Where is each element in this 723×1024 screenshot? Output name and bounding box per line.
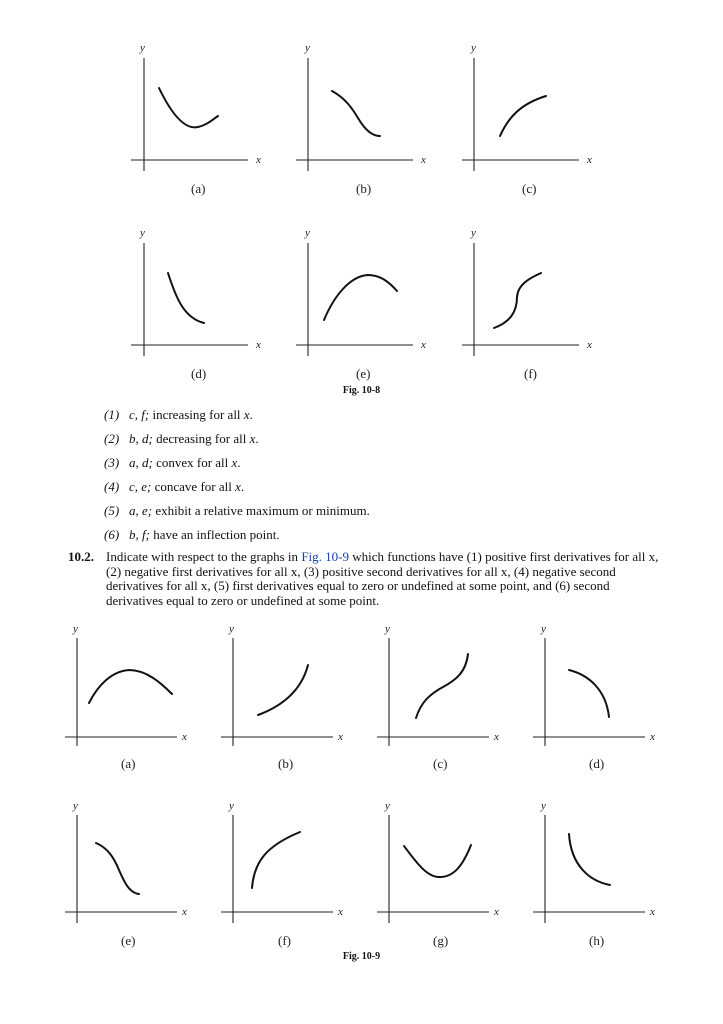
- x-axis-label: x: [650, 731, 655, 743]
- answer-letters: c, f;: [129, 407, 150, 422]
- panel-label: (c): [522, 181, 537, 196]
- curve-increasing-inflection: [494, 273, 541, 328]
- fig-10-9-graph-g: [377, 800, 499, 948]
- fig-10-9-graph-d: [533, 623, 655, 771]
- fig-10-8-graph-c: [462, 42, 592, 196]
- answer-3: [104, 455, 241, 471]
- x-axis-label: x: [494, 906, 499, 918]
- answer-variable: x: [235, 479, 241, 494]
- answer-2: [104, 431, 259, 447]
- fig-10-8-graph-e: [296, 227, 426, 381]
- answer-letters: b, f;: [129, 527, 150, 542]
- answer-6: [104, 527, 280, 543]
- y-axis-label: y: [541, 623, 546, 635]
- answer-number: (6): [104, 527, 120, 542]
- answer-text: exhibit a relative maximum or minimum.: [152, 503, 370, 518]
- fig-10-9-graph-a: [65, 623, 187, 771]
- answer-5: [104, 503, 370, 519]
- fig-10-9-graph-f: [221, 800, 343, 948]
- x-axis-label: x: [338, 906, 343, 918]
- answer-number: (5): [104, 503, 120, 518]
- curve-increasing-convex: [258, 665, 308, 715]
- answer-letters: a, d;: [129, 455, 153, 470]
- y-axis-label: y: [229, 623, 234, 635]
- fig-10-8-graph-d: [131, 227, 261, 381]
- fig-10-9-graph-e: [65, 800, 187, 948]
- panel-label: (h): [589, 933, 605, 948]
- problem-text: [106, 550, 664, 608]
- y-axis-label: y: [140, 42, 145, 54]
- x-axis-label: x: [587, 339, 592, 351]
- x-axis-label: x: [338, 731, 343, 743]
- answer-text: have an inflection point.: [149, 527, 280, 542]
- y-axis-label: y: [385, 623, 390, 635]
- fig-10-8-graph-b: [296, 42, 426, 196]
- panel-label: (a): [191, 181, 206, 196]
- x-axis-label: x: [182, 906, 187, 918]
- figure-reference-link[interactable]: Fig. 10-9: [301, 549, 349, 564]
- fig-10-8-graph-a: [131, 42, 261, 196]
- panel-label: (e): [121, 933, 136, 948]
- panel-label: (c): [433, 756, 448, 771]
- y-axis-label: y: [541, 800, 546, 812]
- answer-number: (3): [104, 455, 120, 470]
- figure-caption-10-8: Fig. 10-8: [342, 385, 381, 396]
- x-axis-label: x: [256, 339, 261, 351]
- answer-end: .: [249, 407, 253, 422]
- answer-letters: c, e;: [129, 479, 152, 494]
- curve-increasing-concave: [252, 832, 300, 888]
- answer-text: concave for all: [151, 479, 236, 494]
- panel-label: (b): [356, 181, 372, 196]
- y-axis-label: y: [471, 227, 476, 239]
- answer-letters: a, e;: [129, 503, 153, 518]
- curve-concave-max: [324, 275, 397, 320]
- problem-text-after: which functions have (1) positive first derivatives for all x, (2) negative first derivatives for all x, (3) positive second derivatives for all x, (4) negative second derivatives for all x, (5) first derivatives equal to zero or undefined at some point, and (6) second derivatives equal to zero or undefined at some point.: [106, 549, 659, 608]
- answer-text: decreasing for all: [152, 431, 250, 446]
- fig-10-9-graph-b: [221, 623, 343, 771]
- curve-decreasing-convex: [168, 273, 204, 323]
- y-axis-label: y: [73, 800, 78, 812]
- problem-number: 10.2.: [68, 549, 94, 564]
- answer-variable: x: [249, 431, 256, 446]
- answer-end: .: [237, 455, 241, 470]
- curve-decreasing-inflection: [332, 91, 380, 136]
- panel-label: (f): [524, 366, 537, 381]
- y-axis-label: y: [385, 800, 390, 812]
- y-axis-label: y: [471, 42, 476, 54]
- panel-label: (e): [356, 366, 371, 381]
- x-axis-label: x: [494, 731, 499, 743]
- y-axis-label: y: [305, 227, 310, 239]
- answer-4: [104, 479, 244, 495]
- curve-decreasing-inflection: [96, 843, 139, 894]
- x-axis-label: x: [182, 731, 187, 743]
- problem-10-2: [68, 550, 664, 608]
- curve-decreasing-convex: [569, 834, 610, 885]
- y-axis-label: y: [229, 800, 234, 812]
- x-axis-label: x: [256, 154, 261, 166]
- answer-number: (4): [104, 479, 120, 494]
- answer-number: (1): [104, 407, 120, 422]
- figure-caption-10-9: Fig. 10-9: [342, 951, 381, 962]
- fig-10-9-graph-h: [533, 800, 655, 948]
- problem-text-before: Indicate with respect to the graphs in: [106, 549, 302, 564]
- x-axis-label: x: [650, 906, 655, 918]
- curve-concave-max: [89, 670, 172, 703]
- answer-text: increasing for all: [149, 407, 244, 422]
- curve-convex-min: [404, 845, 471, 877]
- x-axis-label: x: [421, 339, 426, 351]
- panel-label: (g): [433, 933, 449, 948]
- panel-label: (d): [191, 366, 207, 381]
- curve-increasing-inflection: [416, 654, 468, 718]
- answer-variable: x: [231, 455, 238, 470]
- curve-convex-min: [159, 88, 218, 127]
- x-axis-label: x: [587, 154, 592, 166]
- answer-end: .: [255, 431, 259, 446]
- panel-label: (f): [278, 933, 291, 948]
- answer-number: (2): [104, 431, 120, 446]
- curve-decreasing-concave: [569, 670, 609, 717]
- y-axis-label: y: [305, 42, 310, 54]
- x-axis-label: x: [421, 154, 426, 166]
- answer-1: [104, 407, 253, 423]
- answer-end: .: [240, 479, 245, 494]
- answer-letters: b, d;: [129, 431, 153, 446]
- curve-increasing-concave: [500, 96, 546, 136]
- panel-label: (a): [121, 756, 136, 771]
- fig-10-8-graph-f: [462, 227, 592, 381]
- fig-10-9-graph-c: [377, 623, 499, 771]
- panel-label: (b): [278, 756, 294, 771]
- answer-variable: x: [243, 407, 250, 422]
- panel-label: (d): [589, 756, 605, 771]
- y-axis-label: y: [140, 227, 145, 239]
- answer-text: convex for all: [152, 455, 232, 470]
- y-axis-label: y: [73, 623, 78, 635]
